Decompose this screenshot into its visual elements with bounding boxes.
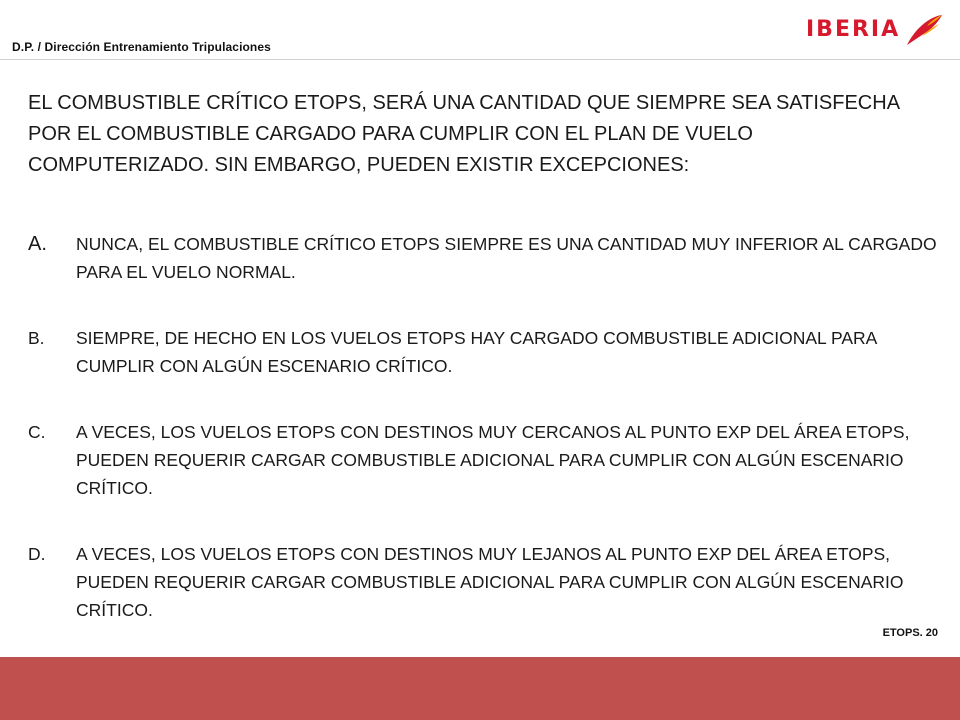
iberia-swoosh-icon bbox=[904, 12, 944, 48]
option-a[interactable] bbox=[28, 230, 948, 286]
option-letter: D. bbox=[28, 544, 46, 564]
option-text: A VECES, LOS VUELOS ETOPS CON DESTINOS MUY LEJANOS AL PUNTO EXP DEL ÁREA ETOPS, PUEDEN REQUERIR CARGAR COMBUSTIBLE ADICIONAL PARA CUMPLIR CON ALGÚN ESCENARIO CRÍTICO. bbox=[76, 544, 904, 620]
answer-options bbox=[28, 230, 948, 624]
footer-band bbox=[0, 657, 960, 720]
iberia-logo bbox=[806, 12, 951, 48]
option-letter: B. bbox=[28, 328, 45, 348]
option-letter: C. bbox=[28, 422, 46, 442]
option-letter: A. bbox=[28, 233, 47, 255]
option-c[interactable] bbox=[28, 418, 948, 502]
option-text: A VECES, LOS VUELOS ETOPS CON DESTINOS MUY CERCANOS AL PUNTO EXP DEL ÁREA ETOPS, PUEDEN REQUERIR CARGAR COMBUSTIBLE ADICIONAL PARA CUMPLIR CON ALGÚN ESCENARIO CRÍTICO. bbox=[76, 422, 910, 498]
logo-wordmark: IBERIA bbox=[806, 17, 901, 42]
question-text: EL COMBUSTIBLE CRÍTICO ETOPS, SERÁ UNA CANTIDAD QUE SIEMPRE SEA SATISFECHA POR EL COMBUSTIBLE CARGADO PARA CUMPLIR CON EL PLAN DE VUELO COMPUTERIZADO. SIN EMBARGO, PUEDEN EXISTIR EXCEPCIONES: bbox=[28, 92, 899, 176]
option-b[interactable] bbox=[28, 324, 948, 380]
page-number: ETOPS. 20 bbox=[882, 627, 938, 639]
option-d[interactable] bbox=[28, 540, 948, 624]
option-text: SIEMPRE, DE HECHO EN LOS VUELOS ETOPS HAY CARGADO COMBUSTIBLE ADICIONAL PARA CUMPLIR CON ALGÚN ESCENARIO CRÍTICO. bbox=[76, 328, 877, 376]
header-divider bbox=[0, 59, 960, 60]
option-text: NUNCA, EL COMBUSTIBLE CRÍTICO ETOPS SIEMPRE ES UNA CANTIDAD MUY INFERIOR AL CARGADO PARA EL VUELO NORMAL. bbox=[76, 234, 937, 282]
department-label: D.P. / Dirección Entrenamiento Tripulaciones bbox=[12, 40, 271, 54]
